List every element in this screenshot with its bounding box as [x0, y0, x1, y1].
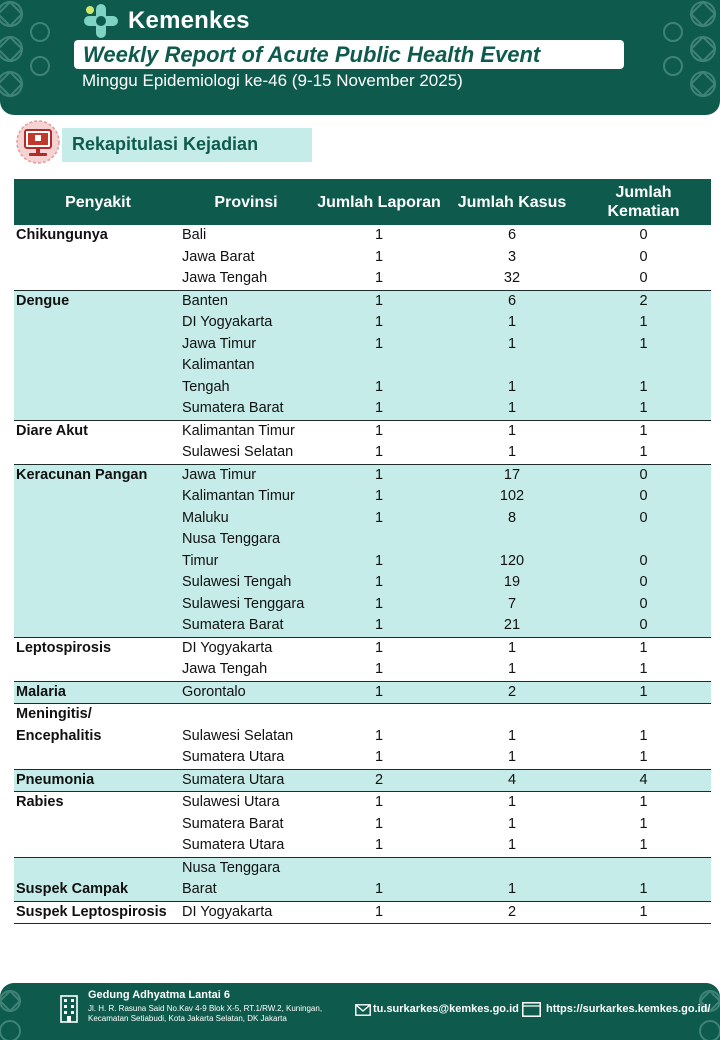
report-title: Weekly Report of Acute Public Health Event	[83, 42, 541, 67]
province-name: Timur	[182, 552, 219, 569]
table-row	[14, 814, 711, 836]
case-count: 1	[507, 400, 517, 416]
disease-name: Suspek Campak	[16, 881, 129, 897]
brand-name: Kemenkes	[128, 7, 250, 34]
province-name: Nusa Tenggara	[182, 531, 281, 547]
report-count: 1	[374, 509, 384, 526]
disease-name: Keracunan Pangan	[16, 466, 148, 483]
table-row	[14, 268, 711, 290]
province-name: Sumatera Utara	[182, 749, 285, 765]
table-row	[14, 551, 711, 573]
report-count: 1	[374, 378, 384, 395]
case-count: 1	[507, 661, 517, 677]
death-count: 0	[639, 248, 648, 265]
case-count: 4	[507, 771, 517, 788]
case-count: 1	[507, 314, 517, 330]
case-count: 1	[507, 881, 517, 897]
province-name: DI Yogyakarta	[182, 314, 273, 330]
report-count: 1	[374, 837, 384, 853]
mail-icon	[355, 1004, 371, 1016]
report-count: 1	[374, 727, 384, 744]
report-count: 1	[374, 552, 384, 569]
report-count: 1	[374, 639, 384, 656]
case-count: 1	[507, 727, 517, 744]
ornament-left-icon	[0, 0, 70, 114]
province-name: Barat	[182, 881, 217, 897]
report-monitor-icon	[12, 118, 64, 166]
death-count: 1	[639, 815, 648, 832]
case-count: 1	[507, 444, 517, 460]
death-count: 0	[639, 552, 648, 569]
header-banner	[0, 0, 720, 115]
death-count: 1	[639, 400, 648, 416]
case-count: 8	[507, 509, 517, 526]
disease-group	[14, 704, 711, 770]
table-row	[14, 377, 711, 399]
province-name: Gorontalo	[182, 683, 246, 700]
address-building: Gedung Adhyatma Lantai 6	[88, 989, 231, 1001]
report-count: 1	[374, 314, 384, 330]
province-name: Banten	[182, 292, 228, 309]
death-count: 1	[639, 314, 648, 330]
case-count: 21	[503, 617, 521, 633]
col-header-penyakit: Penyakit	[65, 193, 131, 211]
report-count: 1	[374, 444, 384, 460]
death-count: 0	[639, 617, 648, 633]
disease-name: Leptospirosis	[16, 639, 112, 656]
province-name: Jawa Barat	[182, 248, 255, 265]
report-subtitle: Minggu Epidemiologi ke-46 (9-15 November 2025)	[82, 71, 463, 90]
table-row	[14, 421, 711, 443]
disease-group	[14, 225, 711, 291]
case-count: 1	[507, 422, 517, 439]
disease-name: Dengue	[16, 292, 70, 309]
death-count: 1	[639, 881, 648, 897]
table-row	[14, 225, 711, 247]
table-row	[14, 398, 711, 420]
col-header-provinsi: Provinsi	[214, 193, 278, 211]
report-title-box	[74, 40, 624, 69]
ornament-right-icon	[645, 0, 720, 114]
death-count: 0	[639, 227, 648, 243]
province-name: Nusa Tenggara	[182, 859, 281, 876]
disease-group	[14, 902, 711, 925]
table-row	[14, 835, 711, 857]
province-name: Kalimantan Timur	[182, 422, 295, 439]
recap-table	[14, 179, 711, 924]
monitor-icon	[522, 1002, 541, 1017]
disease-name: Encephalitis	[16, 727, 102, 744]
death-count: 1	[639, 903, 648, 920]
case-count: 1	[507, 335, 517, 352]
report-count: 1	[374, 683, 384, 700]
disease-group	[14, 638, 711, 682]
report-count: 1	[374, 400, 384, 416]
disease-group	[14, 792, 711, 858]
table-row	[14, 659, 711, 681]
disease-name: Rabies	[16, 794, 64, 810]
table-row	[14, 247, 711, 269]
table-row	[14, 638, 711, 660]
province-name: Sulawesi Selatan	[182, 727, 294, 744]
disease-name: Diare Akut	[16, 422, 88, 439]
report-count: 1	[374, 749, 384, 765]
death-count: 1	[639, 378, 648, 395]
brand-logo	[82, 4, 250, 38]
table-row	[14, 291, 711, 313]
disease-name: Suspek Leptospirosis	[16, 903, 167, 920]
case-count: 32	[503, 270, 521, 286]
report-count: 1	[374, 488, 384, 504]
case-count: 6	[507, 292, 517, 309]
report-count: 1	[374, 248, 384, 265]
province-name: Sulawesi Utara	[182, 794, 280, 810]
case-count: 6	[507, 227, 517, 243]
province-name: Tengah	[182, 378, 230, 395]
table-row	[14, 508, 711, 530]
province-name: Sumatera Utara	[182, 771, 285, 788]
case-count: 1	[507, 639, 517, 656]
disease-name: Chikungunya	[16, 227, 108, 243]
death-count: 1	[639, 837, 648, 853]
table-row	[14, 486, 711, 508]
case-count: 1	[507, 815, 517, 832]
case-count: 2	[507, 903, 517, 920]
death-count: 4	[639, 771, 648, 788]
table-row	[14, 355, 711, 377]
death-count: 0	[639, 509, 648, 526]
case-count: 3	[507, 248, 517, 265]
col-header-kematian-line1: Jumlah	[615, 184, 672, 201]
disease-group	[14, 682, 711, 705]
province-name: Sumatera Barat	[182, 400, 284, 416]
case-count: 19	[503, 574, 521, 590]
death-count: 1	[639, 683, 648, 700]
report-count: 1	[374, 335, 384, 352]
province-name: Sumatera Barat	[182, 815, 284, 832]
footer-bar	[0, 983, 720, 1040]
table-row	[14, 879, 711, 901]
death-count: 1	[639, 794, 648, 810]
table-row	[14, 334, 711, 356]
death-count: 1	[639, 749, 648, 765]
death-count: 1	[639, 335, 648, 352]
province-name: DI Yogyakarta	[182, 639, 273, 656]
province-name: Sulawesi Tengah	[182, 574, 292, 590]
province-name: Kalimantan	[182, 357, 255, 373]
province-name: Sulawesi Tenggara	[182, 595, 305, 612]
table-header	[14, 179, 711, 225]
death-count: 0	[639, 595, 648, 612]
report-count: 2	[374, 771, 384, 788]
col-header-laporan: Jumlah Laporan	[317, 193, 441, 211]
case-count: 1	[507, 749, 517, 765]
report-count: 1	[374, 661, 384, 677]
report-count: 1	[374, 292, 384, 309]
table-row	[14, 747, 711, 769]
death-count: 1	[639, 639, 648, 656]
case-count: 7	[507, 595, 517, 612]
report-count: 1	[374, 903, 384, 920]
case-count: 17	[503, 466, 521, 483]
report-count: 1	[374, 815, 384, 832]
province-name: Sumatera Utara	[182, 837, 285, 853]
case-count: 102	[499, 488, 525, 504]
province-name: Jawa Tengah	[182, 661, 268, 677]
province-name: Jawa Tengah	[182, 270, 268, 286]
death-count: 1	[639, 422, 648, 439]
case-count: 2	[507, 683, 517, 700]
address-text: Jl. H. R. Rasuna Said No.Kav 4-9 Blok X-5, RT.1/RW.2, Kuningan, Kecamatan Setiabudi, Kota Jakarta Selatan, DK Jakarta	[88, 1004, 323, 1023]
kemenkes-logo-icon	[82, 3, 120, 39]
disease-group	[14, 858, 711, 902]
province-name: Bali	[182, 227, 207, 243]
report-count: 1	[374, 270, 384, 286]
disease-group	[14, 291, 711, 421]
report-count: 1	[374, 595, 384, 612]
disease-group	[14, 465, 711, 638]
province-name: Jawa Timur	[182, 335, 257, 352]
table-row	[14, 902, 711, 924]
table-row	[14, 704, 711, 726]
table-row	[14, 682, 711, 704]
disease-name: Meningitis/	[16, 706, 92, 722]
section-heading-box	[62, 128, 312, 162]
table-row	[14, 572, 711, 594]
table-row	[14, 312, 711, 334]
death-count: 0	[639, 574, 648, 590]
report-count: 1	[374, 617, 384, 633]
disease-name: Malaria	[16, 683, 66, 700]
disease-group	[14, 770, 711, 793]
table-row	[14, 594, 711, 616]
report-count: 1	[374, 466, 384, 483]
disease-group	[14, 421, 711, 465]
death-count: 0	[639, 270, 648, 286]
table-row	[14, 529, 711, 551]
death-count: 1	[639, 661, 648, 677]
report-count: 1	[374, 881, 384, 897]
report-count: 1	[374, 227, 384, 243]
province-name: Maluku	[182, 509, 229, 526]
report-count: 1	[374, 794, 384, 810]
report-count: 1	[374, 422, 384, 439]
province-name: Jawa Timur	[182, 466, 257, 483]
case-count: 1	[507, 794, 517, 810]
table-row	[14, 858, 711, 880]
province-name: Sulawesi Selatan	[182, 444, 294, 460]
col-header-kematian-line2: Kematian	[607, 203, 680, 220]
case-count: 120	[499, 552, 525, 569]
death-count: 1	[639, 727, 648, 744]
case-count: 1	[507, 837, 517, 853]
province-name: Kalimantan Timur	[182, 488, 295, 504]
email-link[interactable]: tu.surkarkes@kemkes.go.id	[373, 1003, 519, 1015]
col-header-kematian	[576, 179, 711, 225]
website-link[interactable]: https://surkarkes.kemkes.go.id/	[546, 1003, 711, 1015]
death-count: 0	[639, 466, 648, 483]
report-count: 1	[374, 574, 384, 590]
case-count: 1	[507, 378, 517, 395]
death-count: 1	[639, 444, 648, 460]
ornament-footer-left-icon	[0, 983, 42, 1040]
col-header-kasus: Jumlah Kasus	[457, 193, 567, 211]
building-icon	[60, 995, 78, 1023]
table-row	[14, 615, 711, 637]
section-heading: Rekapitulasi Kejadian	[72, 134, 259, 154]
table-row	[14, 442, 711, 464]
table-row	[14, 726, 711, 748]
table-body	[14, 225, 711, 924]
death-count: 0	[639, 488, 648, 504]
table-row	[14, 770, 711, 792]
table-row	[14, 465, 711, 487]
province-name: DI Yogyakarta	[182, 903, 273, 920]
death-count: 2	[639, 292, 648, 309]
province-name: Sumatera Barat	[182, 617, 284, 633]
table-row	[14, 792, 711, 814]
disease-name: Pneumonia	[16, 771, 95, 788]
